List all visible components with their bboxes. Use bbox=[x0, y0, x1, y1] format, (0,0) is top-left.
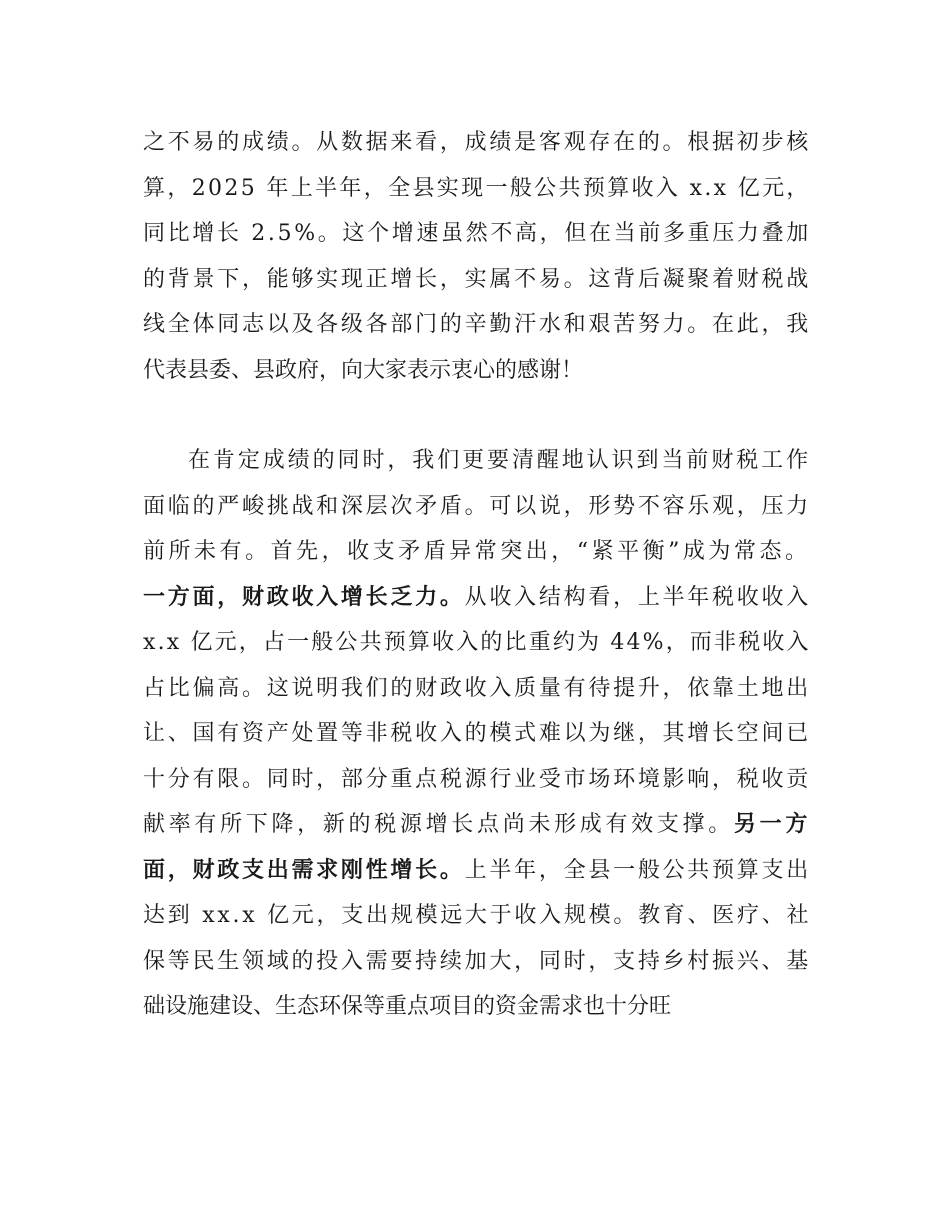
text-line bbox=[143, 539, 811, 565]
body-text: 面临的严峻挑战和深层次矛盾。可以说，形势不容乐观，压力 bbox=[143, 493, 812, 519]
text-line bbox=[143, 312, 811, 338]
text-line bbox=[143, 630, 811, 656]
body-text: 让、国有资产处置等非税收入的模式难以为继，其增长空间已 bbox=[143, 721, 812, 746]
text-line bbox=[143, 721, 811, 747]
body-text: 保等民生领域的投入需要持续加大，同时，支持乡村振兴、基 bbox=[143, 948, 812, 974]
body-text: 线全体同志以及各级各部门的辛勤汗水和艰苦努力。在此，我 bbox=[143, 312, 812, 337]
body-text: 占比偏高。这说明我们的财政收入质量有待提升，依靠土地出 bbox=[143, 675, 812, 701]
text-line bbox=[143, 176, 811, 202]
text-line bbox=[143, 585, 811, 611]
text-line bbox=[143, 767, 811, 793]
body-text: 前所未有。首先，收支矛盾异常突出，“紧平衡”成为常态。 bbox=[143, 539, 811, 564]
body-text: 的背景下，能够实现正增长，实属不易。这背后凝聚着财税战 bbox=[143, 266, 812, 292]
body-text: 上半年，全县一般公共预算支出 bbox=[464, 857, 812, 883]
text-line bbox=[143, 903, 811, 929]
body-text: 从收入结构看，上半年税收收入 bbox=[464, 584, 812, 610]
text-line bbox=[143, 858, 811, 884]
body-text: 同比增长 2.5%。这个增速虽然不高，但在当前多重压力叠加 bbox=[143, 221, 811, 246]
body-text: 之不易的成绩。从数据来看，成绩是客观存在的。根据初步核 bbox=[143, 130, 812, 155]
text-line bbox=[143, 130, 811, 156]
body-text: 献率有所下降，新的税源增长点尚未形成有效支撑。 bbox=[143, 812, 734, 837]
text-line bbox=[143, 358, 583, 384]
body-text: 算，2025 年上半年，全县实现一般公共预算收入 x.x 亿元， bbox=[143, 175, 811, 201]
bold-heading-text: 一方面，财政收入增长乏力。 bbox=[143, 584, 465, 610]
text-line bbox=[143, 812, 811, 838]
text-line bbox=[143, 676, 811, 702]
text-line bbox=[143, 994, 671, 1020]
text-line bbox=[143, 221, 811, 247]
body-text: 在肯定成绩的同时，我们更要清醒地认识到当前财税工作 bbox=[188, 448, 812, 473]
body-text: 础设施建设、生态环保等重点项目的资金需求也十分旺 bbox=[143, 994, 672, 1019]
body-text: 十分有限。同时，部分重点税源行业受市场环境影响，税收贡 bbox=[143, 766, 812, 792]
bold-heading-text: 面，财政支出需求刚性增长。 bbox=[143, 857, 465, 883]
text-line bbox=[143, 494, 811, 520]
body-text: 代表县委、县政府，向大家表示衷心的感谢！ bbox=[143, 357, 584, 383]
text-line bbox=[143, 949, 811, 975]
body-text: 达到 xx.x 亿元，支出规模远大于收入规模。教育、医疗、社 bbox=[143, 903, 812, 928]
text-line bbox=[188, 448, 811, 474]
text-line bbox=[143, 267, 811, 293]
body-text: x.x 亿元，占一般公共预算收入的比重约为 44%，而非税收入 bbox=[143, 630, 811, 655]
bold-heading-text: 另一方 bbox=[733, 812, 812, 837]
